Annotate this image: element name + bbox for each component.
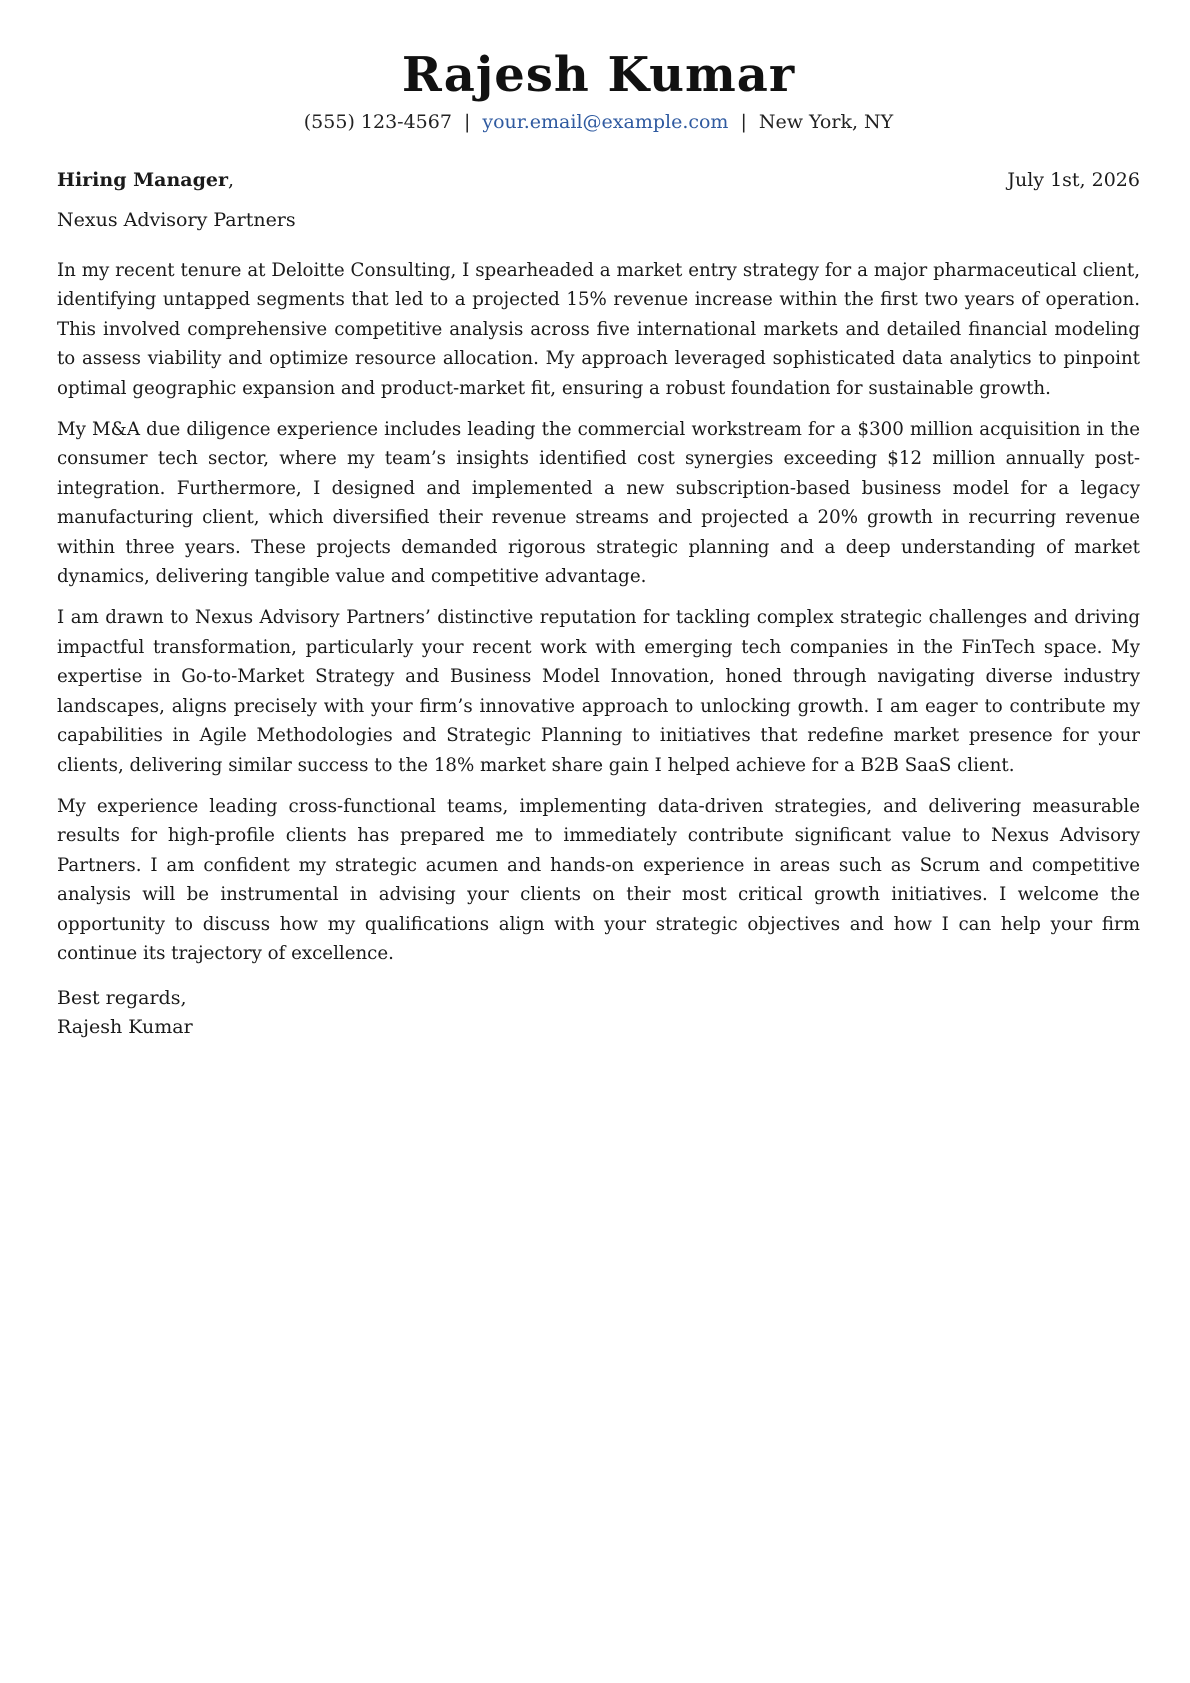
contact-line — [57, 108, 1140, 136]
body-paragraph: I am drawn to Nexus Advisory Partners’ distinctive reputation for tackling complex strategic challenges and driving impactful transformation, particularly your recent work with emerging tech companies in the FinTech space. My expertise in Go-to-Market Strategy and Business Model Innovation, honed through navigating diverse industry landscapes, aligns precisely with your firm’s innovative approach to unlocking growth. I am eager to contribute my capabilities in Agile Methodologies and Strategic Planning to initiatives that redefine market presence for your clients, delivering similar success to the 18% market share gain I helped achieve for a B2B SaaS client. — [57, 607, 1140, 776]
letter-date: July 1st, 2026 — [1007, 169, 1140, 191]
recipient-company: Nexus Advisory Partners — [57, 209, 296, 231]
separator: | — [740, 111, 747, 133]
location: New York, NY — [758, 111, 894, 133]
letter-closing — [57, 984, 1140, 1042]
recipient-name: Hiring Manager — [57, 169, 228, 191]
recipient-name-suffix: , — [227, 169, 235, 191]
body-paragraph: My M&A due diligence experience includes leading the commercial workstream for a $300 million acquisition in the consumer tech sector, where my team’s insights identified cost synergies exceeding $12 million annually post-integration. Furthermore, I designed and implemented a new subscription-based business model for a legacy manufacturing client, which diversified their revenue streams and projected a 20% growth in recurring revenue within three years. These projects demanded rigorous strategic planning and a deep understanding of market dynamics, delivering tangible value and competitive advantage. — [57, 419, 1140, 588]
phone-number: (555) 123-4567 — [303, 111, 452, 133]
cover-letter-page — [57, 0, 1140, 1683]
closing-salutation: Best regards, — [57, 987, 187, 1010]
letter-body — [57, 256, 1140, 968]
body-paragraph: In my recent tenure at Deloitte Consulting, I spearheaded a market entry strategy for a major pharmaceutical client, identifying untapped segments that led to a projected 15% revenue increase within the first two years of operation. This involved comprehensive competitive analysis across five international markets and detailed financial modeling to assess viability and optimize resource allocation. My approach leveraged sophisticated data analytics to pinpoint optimal geographic expansion and product-market fit, ensuring a robust foundation for sustainable growth. — [57, 260, 1140, 399]
sender-name: Rajesh Kumar — [401, 47, 796, 103]
separator: | — [463, 111, 471, 133]
closing-signature: Rajesh Kumar — [57, 1016, 193, 1039]
body-paragraph: My experience leading cross-functional teams, implementing data-driven strategies, and delivering measurable results for high-profile clients has prepared me to immediately contribute significant value to Nexus Advisory Partners. I am confident my strategic acumen and hands-on experience in areas such as Scrum and competitive analysis will be instrumental in advising your clients on their most critical growth initiatives. I welcome the opportunity to discuss how my qualifications align with your strategic objectives and how I can help your firm continue its trajectory of excellence. — [57, 795, 1140, 964]
letter-header — [57, 0, 1140, 136]
email-link[interactable]: your.email@example.com — [482, 111, 729, 133]
recipient-date-row — [57, 166, 1140, 194]
recipient-salutation — [57, 166, 234, 194]
